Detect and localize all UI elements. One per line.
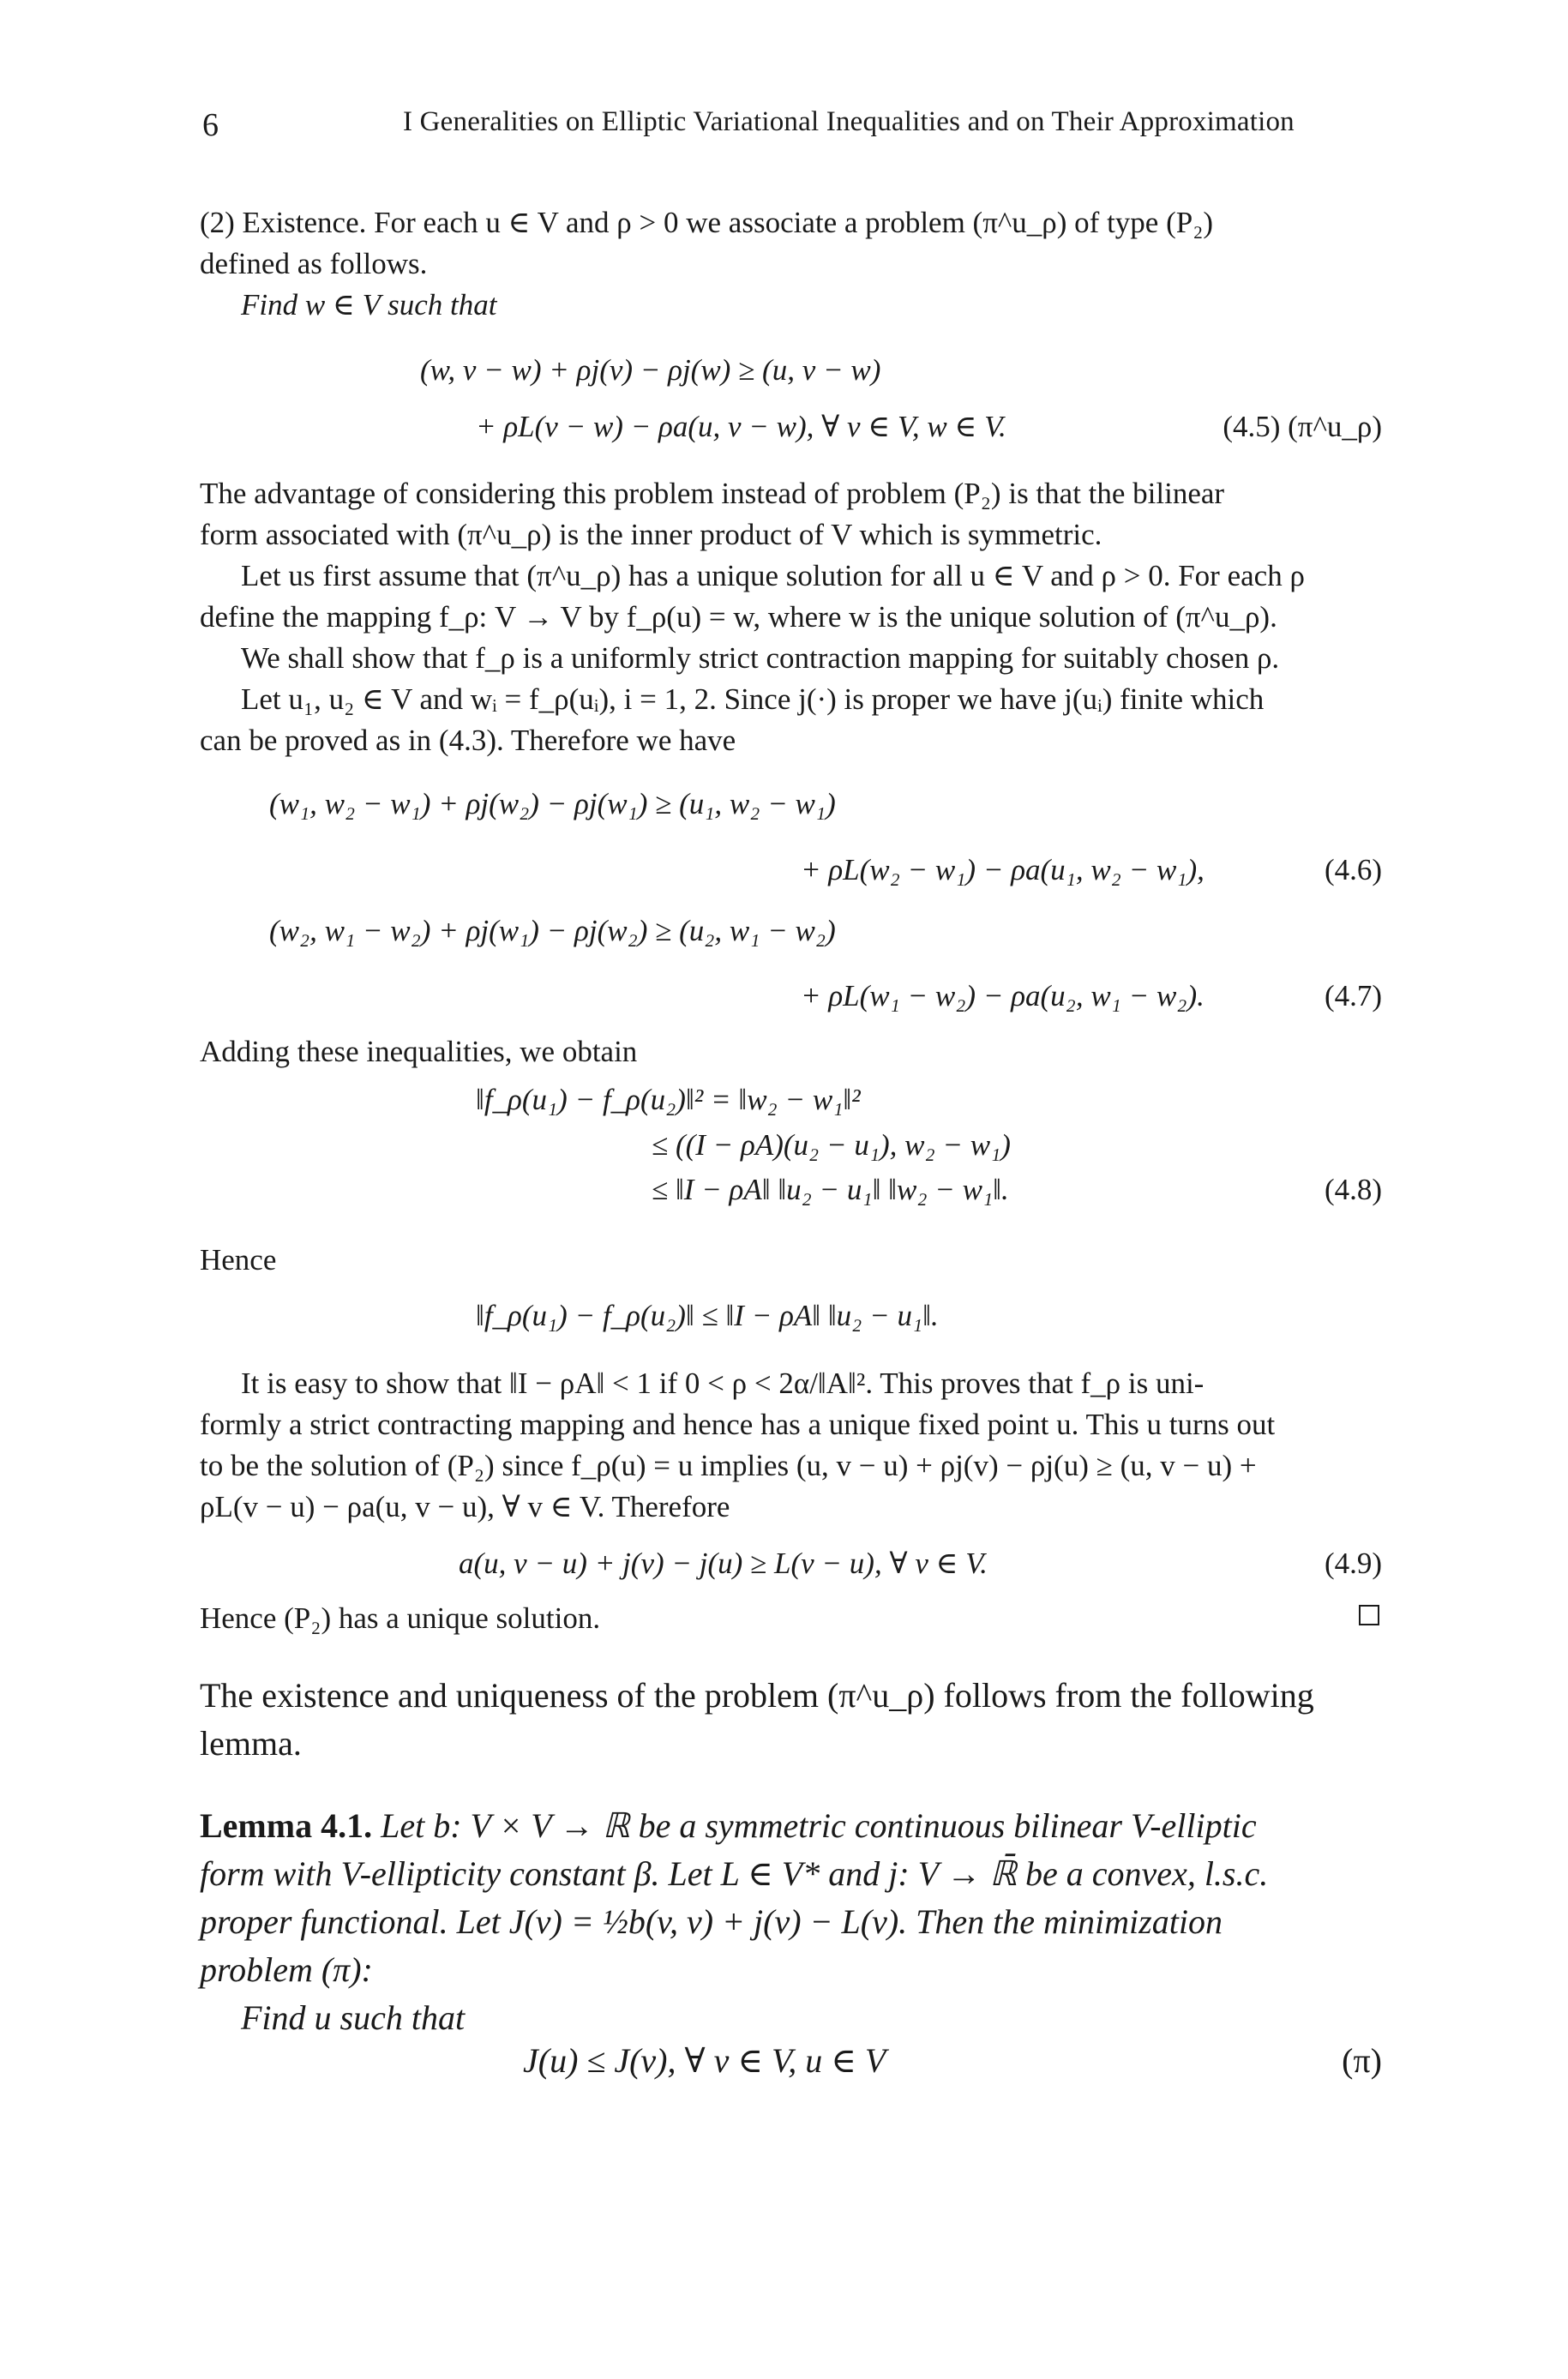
equation-4-6-line-1: (w₁, w₂ − w₁) + ρj(w₂) − ρj(w₁) ≥ (u₁, w₂ − w₁) xyxy=(269,787,836,820)
text-line: Find w ∈ V such that xyxy=(241,288,497,321)
text-line: We shall show that f_ρ is a uniformly strict contraction mapping for suitably chosen ρ. xyxy=(241,641,1280,675)
equation-4-8-tag: (4.8) xyxy=(1324,1173,1382,1206)
lemma-4-1 xyxy=(200,1802,1386,2042)
text-line: (2) Existence. For each u ∈ V and ρ > 0 we associate a problem (π^u_ρ) of type (P₂) xyxy=(200,206,1214,239)
advantage-paragraph xyxy=(200,473,1386,761)
lemma-line-1 xyxy=(200,1802,1386,1850)
text-line: Let us first assume that (π^u_ρ) has a unique solution for all u ∈ V and ρ > 0. For each ρ xyxy=(241,559,1305,592)
text-line: The existence and uniqueness of the problem (π^u_ρ) follows from the following xyxy=(200,1676,1314,1715)
page-number: 6 xyxy=(202,107,219,143)
equation-pi-tag: (π) xyxy=(1342,2041,1382,2080)
equation-4-7-line-1: (w₂, w₁ − w₂) + ρj(w₁) − ρj(w₂) ≥ (u₂, w₁ − w₂) xyxy=(269,914,836,947)
text-line: define the mapping f_ρ: V → V by f_ρ(u) = w, where w is the unique solution of (π^u_ρ). xyxy=(200,600,1277,634)
text-line: can be proved as in (4.3). Therefore we have xyxy=(200,724,736,757)
equation-4-9: a(u, v − u) + j(v) − j(u) ≥ L(v − u), ∀ v ∈ V. xyxy=(459,1547,988,1580)
text-line: defined as follows. xyxy=(200,247,428,280)
text-line: to be the solution of (P₂) since f_ρ(u) = u implies (u, v − u) + ρj(v) − ρj(u) ≥ (u, v − u) + xyxy=(200,1449,1257,1482)
equation-4-5-tag: (4.5) (π^u_ρ) xyxy=(1223,410,1382,443)
equation-4-7-tag: (4.7) xyxy=(1324,979,1382,1012)
text-line: formly a strict contracting mapping and hence has a unique fixed point u. This u turns out xyxy=(200,1408,1276,1441)
text-line: ρL(v − u) − ρa(u, v − u), ∀ v ∈ V. Therefore xyxy=(200,1490,730,1523)
equation-4-6-line-2: + ρL(w₂ − w₁) − ρa(u₁, w₂ − w₁), xyxy=(801,853,1205,886)
lemma-label: Lemma 4.1. xyxy=(200,1806,373,1845)
unique-solution-text: Hence (P₂) has a unique solution. xyxy=(200,1601,601,1635)
contraction-paragraph xyxy=(200,1363,1386,1528)
hence-equation: ‖f_ρ(u₁) − f_ρ(u₂)‖ ≤ ‖I − ρA‖ ‖u₂ − u₁‖. xyxy=(476,1299,939,1332)
adding-text: Adding these inequalities, we obtain xyxy=(200,1035,638,1068)
existence-paragraph xyxy=(200,202,1386,326)
lemma-text: Let b: V × V → ℝ be a symmetric continuous bilinear V-elliptic xyxy=(381,1806,1257,1845)
equation-4-5-line-2: + ρL(v − w) − ρa(u, v − w), ∀ v ∈ V, w ∈ V. xyxy=(476,410,1006,443)
text-line: lemma. xyxy=(200,1724,302,1763)
lemma-line: form with V-ellipticity constant β. Let L ∈ V* and j: V → ℝ̄ be a convex, l.s.c. xyxy=(200,1854,1269,1893)
equation-4-8-line-2: ≤ ((I − ρA)(u₂ − u₁), w₂ − w₁) xyxy=(652,1128,1011,1162)
running-title: I Generalities on Elliptic Variational Inequalities and on Their Approximation xyxy=(403,106,1295,137)
lemma-find-line: Find u such that xyxy=(241,1998,466,2037)
equation-4-8-line-3: ≤ ‖I − ρA‖ ‖u₂ − u₁‖ ‖w₂ − w₁‖. xyxy=(652,1173,1009,1206)
equation-4-9-tag: (4.9) xyxy=(1324,1547,1382,1580)
lemma-line: problem (π): xyxy=(200,1950,373,1989)
text-line: form associated with (π^u_ρ) is the inner product of V which is symmetric. xyxy=(200,518,1102,551)
equation-4-8-line-1: ‖f_ρ(u₁) − f_ρ(u₂)‖² = ‖w₂ − w₁‖² xyxy=(476,1083,861,1116)
text-line: Let u₁, u₂ ∈ V and wᵢ = f_ρ(uᵢ), i = 1, 2. Since j(·) is proper we have j(uᵢ) finite which xyxy=(241,682,1265,716)
existence-uniqueness-paragraph xyxy=(200,1672,1386,1768)
qed-box-icon xyxy=(1359,1605,1379,1625)
equation-4-5-line-1: (w, v − w) + ρj(v) − ρj(w) ≥ (u, v − w) xyxy=(420,353,881,387)
text-line: It is easy to show that ‖I − ρA‖ < 1 if 0 < ρ < 2α/‖A‖². This proves that f_ρ is uni- xyxy=(241,1367,1205,1400)
text-line: The advantage of considering this problem instead of problem (P₂) is that the bilinear xyxy=(200,477,1225,510)
lemma-line: proper functional. Let J(v) = ½b(v, v) + j(v) − L(v). Then the minimization xyxy=(200,1902,1223,1941)
equation-4-7-line-2: + ρL(w₁ − w₂) − ρa(u₂, w₁ − w₂). xyxy=(801,979,1205,1012)
equation-4-6-tag: (4.6) xyxy=(1324,853,1382,886)
equation-pi: J(u) ≤ J(v), ∀ v ∈ V, u ∈ V xyxy=(523,2041,886,2080)
hence-text: Hence xyxy=(200,1243,277,1277)
